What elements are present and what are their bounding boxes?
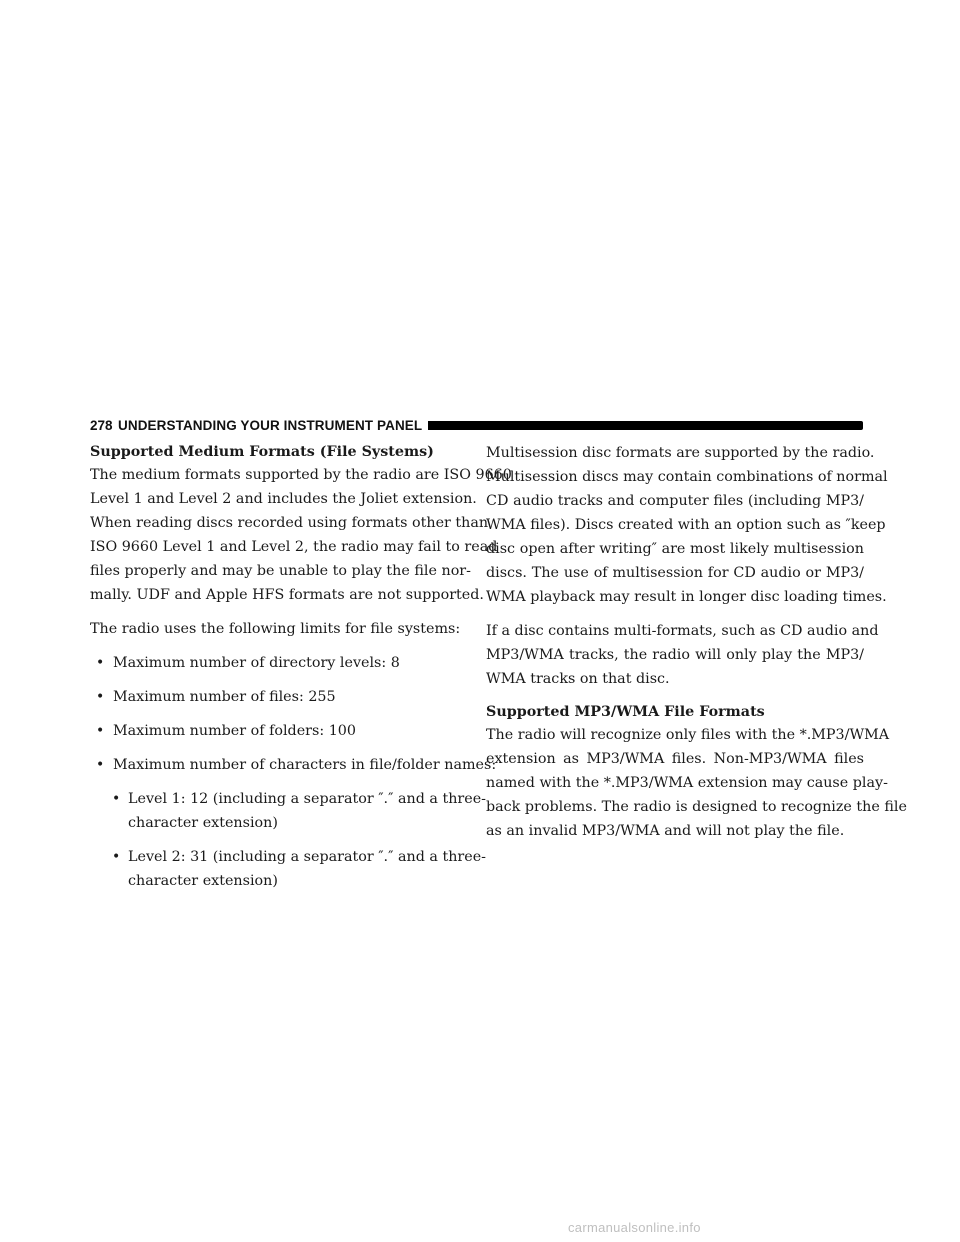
text-line: Multisession disc formats are supported by the radio.	[486, 445, 875, 461]
text-line: named with the *.MP3/WMA extension may cause play-	[486, 775, 888, 791]
list-item	[90, 719, 462, 743]
bullet-icon: •	[96, 689, 105, 705]
bullet-icon: •	[112, 791, 121, 807]
text-line: Level 1: 12 (including a separator ″.″ and a three-	[128, 791, 487, 807]
text-line: discs. The use of multisession for CD audio or MP3/	[486, 565, 864, 581]
text-line: Multisession discs may contain combinations of normal	[486, 469, 888, 485]
list-item	[90, 685, 462, 709]
paragraph-multisession	[486, 441, 888, 609]
heading-mp3-wma-formats: Supported MP3/WMA File Formats	[486, 704, 765, 720]
text-line: WMA files). Discs created with an option such as ″keep	[486, 517, 886, 533]
paragraph-limits-intro: The radio uses the following limits for file systems:	[90, 621, 461, 637]
text-line: If a disc contains multi-formats, such as CD audio and	[486, 623, 879, 639]
bullet-icon: •	[96, 655, 105, 671]
text-line: character extension)	[128, 873, 278, 889]
text-line: WMA playback may result in longer disc loading times.	[486, 589, 887, 605]
text-line: When reading discs recorded using formats other than	[90, 515, 489, 531]
text-line: mally. UDF and Apple HFS formats are not supported.	[90, 587, 484, 603]
bullet-text: Maximum number of directory levels: 8	[113, 655, 400, 671]
text-line: The radio will recognize only files with the *.MP3/WMA	[486, 727, 890, 743]
text-line: as an invalid MP3/WMA and will not play the file.	[486, 823, 845, 839]
bullet-icon: •	[112, 849, 121, 865]
text-line: The medium formats supported by the radio are ISO 9660	[90, 467, 512, 483]
text-line: Level 2: 31 (including a separator ″.″ and a three-	[128, 849, 487, 865]
text-line: disc open after writing″ are most likely multisession	[486, 541, 864, 557]
right-column	[486, 441, 907, 843]
header-rule-bar	[428, 421, 863, 430]
left-column	[90, 441, 512, 893]
paragraph-multi-formats	[486, 619, 879, 691]
text-line: CD audio tracks and computer files (including MP3/	[486, 493, 864, 509]
text-line: WMA tracks on that disc.	[486, 671, 670, 687]
list-item	[90, 651, 462, 675]
bullet-text: Maximum number of characters in file/folder names:	[113, 757, 497, 773]
bullet-text: Maximum number of folders: 100	[113, 723, 356, 739]
watermark-text: carmanualsonline.info	[568, 1220, 701, 1235]
bullet-icon: •	[96, 723, 105, 739]
page-header	[90, 419, 863, 433]
sub-list-item	[90, 845, 487, 893]
section-title: UNDERSTANDING YOUR INSTRUMENT PANEL	[118, 418, 423, 433]
text-line: files properly and may be unable to play the file nor-	[90, 563, 471, 579]
bullet-text: Maximum number of files: 255	[113, 689, 336, 705]
paragraph-mp3-wma	[486, 723, 907, 843]
heading-medium-formats: Supported Medium Formats (File Systems)	[90, 444, 434, 460]
text-line: MP3/WMA tracks, the radio will only play the MP3/	[486, 647, 864, 663]
text-line: extension as MP3/WMA files. Non-MP3/WMA files	[486, 751, 864, 767]
text-line: back problems. The radio is designed to recognize the file	[486, 799, 907, 815]
text-line: character extension)	[128, 815, 278, 831]
paragraph-medium-formats	[90, 463, 512, 607]
text-line: Level 1 and Level 2 and includes the Joliet extension.	[90, 491, 477, 507]
list-item	[90, 753, 497, 777]
bullet-icon: •	[96, 757, 105, 773]
text-line: ISO 9660 Level 1 and Level 2, the radio may fail to read	[90, 539, 498, 555]
sub-list-item	[90, 787, 487, 835]
page-number: 278	[90, 418, 113, 433]
